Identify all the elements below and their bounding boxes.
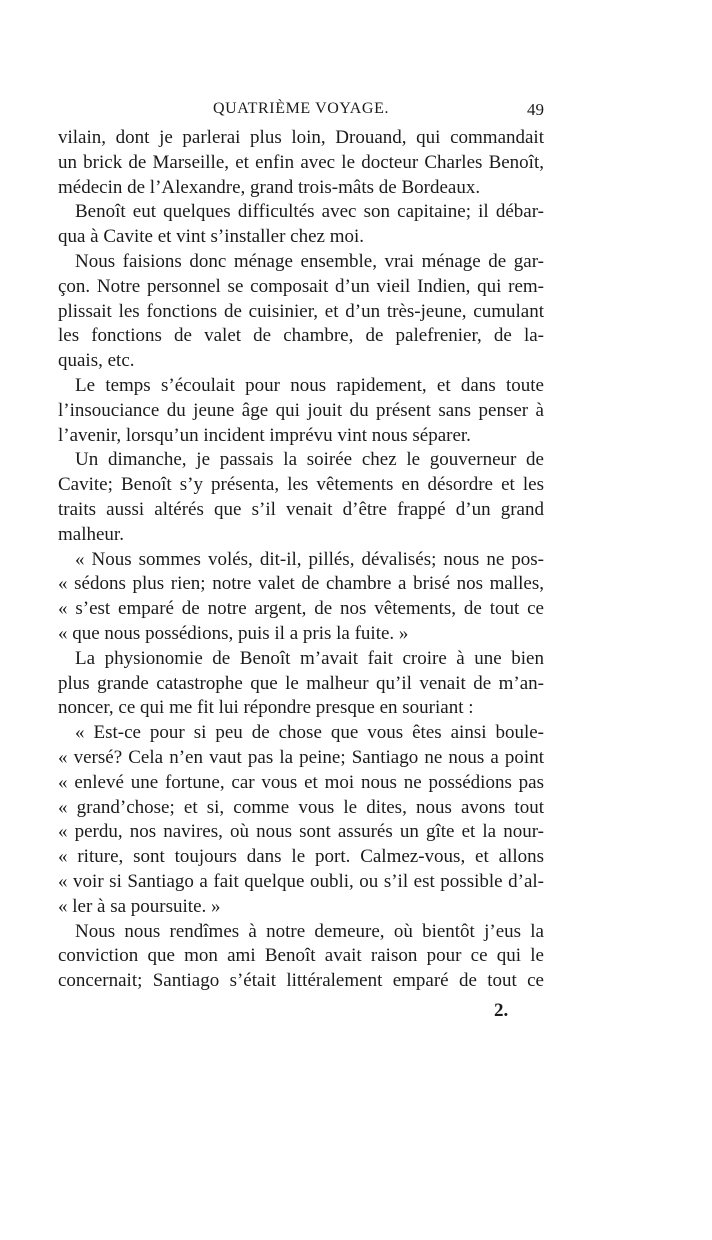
text-line: çon. Notre personnel se composait d’un vieil Indien, qui rem- <box>58 275 544 297</box>
page-header <box>58 100 544 126</box>
text-line: concernait; Santiago s’était littéralement emparé de tout ce <box>58 970 544 992</box>
text-line: quais, etc. <box>58 350 135 372</box>
text-line: plus grande catastrophe que le malheur qu’il venait de m’an- <box>58 672 544 694</box>
text-line: Nous nous rendîmes à notre demeure, où bientôt j’eus la <box>75 920 544 942</box>
text-line: « Est-ce pour si peu de chose que vous êtes ainsi boule- <box>75 722 544 744</box>
text-line: plissait les fonctions de cuisinier, et d’un très-jeune, cumulant <box>58 300 544 322</box>
text-line: « enlevé une fortune, car vous et moi nous ne possédions pas <box>58 771 544 793</box>
text-line: « voir si Santiago a fait quelque oubli, ou s’il est possible d’al- <box>58 870 544 892</box>
text-line: « grand’chose; et si, comme vous le dites, nous avons tout <box>58 796 544 818</box>
text-line: Le temps s’écoulait pour nous rapidement, et dans toute <box>75 374 544 396</box>
text-line: Cavite; Benoît s’y présenta, les vêtements en désordre et les <box>58 474 544 496</box>
text-line: « riture, sont toujours dans le port. Calmez-vous, et allons <box>58 846 544 868</box>
running-head: QUATRIÈME VOYAGE. <box>212 100 390 117</box>
text-line: médecin de l’Alexandre, grand trois-mâts de Bordeaux. <box>58 176 481 198</box>
text-line: conviction que mon ami Benoît avait raison pour ce qui le <box>58 945 544 967</box>
text-line: l’avenir, lorsqu’un incident imprévu vint nous séparer. <box>58 424 471 446</box>
text-line: les fonctions de valet de chambre, de palefrenier, de la- <box>58 325 544 347</box>
text-line: malheur. <box>58 523 124 545</box>
page-number: 49 <box>527 100 544 119</box>
text-line: vilain, dont je parlerai plus loin, Drouand, qui commandait <box>58 127 544 148</box>
text-line: « ler à sa poursuite. » <box>58 895 221 917</box>
text-line: « perdu, nos navires, où nous sont assurés un gîte et la nour- <box>58 821 544 843</box>
text-line: « s’est emparé de notre argent, de nos vêtements, de tout ce <box>58 598 544 620</box>
text-line: « que nous possédions, puis il a pris la fuite. » <box>58 622 409 644</box>
text-line: qua à Cavite et vint s’installer chez moi. <box>58 226 365 248</box>
text-line: noncer, ce qui me fit lui répondre presque en souriant : <box>58 697 474 719</box>
text-line: « Nous sommes volés, dit-il, pillés, dévalisés; nous ne pos- <box>75 548 544 570</box>
text-line: traits aussi altérés que s’il venait d’être frappé d’un grand <box>58 498 544 520</box>
text-line: Benoît eut quelques difficultés avec son capitaine; il débar- <box>75 201 544 223</box>
text-line: l’insouciance du jeune âge qui jouit du présent sans penser à <box>58 399 544 421</box>
signature-mark: 2. <box>494 1000 509 1021</box>
text-line: Un dimanche, je passais la soirée chez le gouverneur de <box>75 449 544 471</box>
text-line: Nous faisions donc ménage ensemble, vrai ménage de gar- <box>75 250 544 272</box>
text-line: un brick de Marseille, et enfin avec le docteur Charles Benoît, <box>58 151 544 173</box>
text-line: La physionomie de Benoît m’avait fait croire à une bien <box>75 647 544 669</box>
body-text <box>58 126 544 994</box>
text-line: « sédons plus rien; notre valet de chambre a brisé nos malles, <box>58 573 544 595</box>
text-line: « versé? Cela n’en vaut pas la peine; Santiago ne nous a point <box>58 746 544 768</box>
